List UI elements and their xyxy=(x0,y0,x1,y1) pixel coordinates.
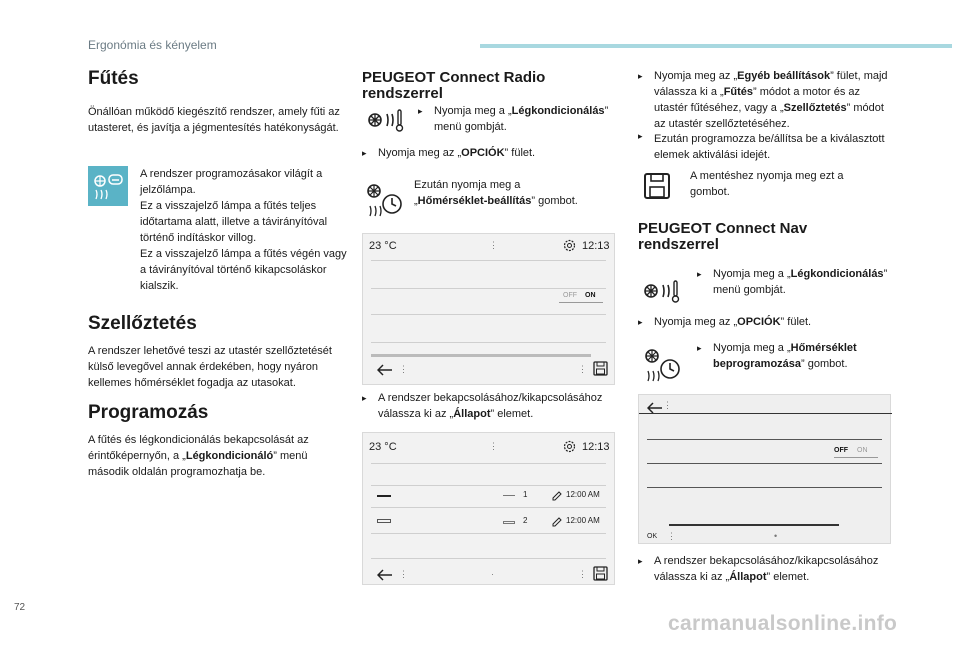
futes-note-line-1: A rendszer programozásakor világít a jelzőlámpa. xyxy=(140,168,323,196)
save-icon[interactable] xyxy=(593,566,608,586)
nav-screen-programming: ⋮ OFF ON OK ⋮ • xyxy=(638,394,891,544)
futes-note xyxy=(140,166,350,294)
settings-gear-icon[interactable] xyxy=(563,239,576,257)
save-icon xyxy=(643,172,671,200)
settings-gear-icon[interactable] xyxy=(563,440,576,458)
programozas-paragraph: A fűtés és légkondicionálás bekapcsolását az érintőképernyőn, a „Légkondicionáló” menü második oldalán programozhatja be. xyxy=(88,434,309,478)
save-icon[interactable] xyxy=(593,361,608,381)
state-on[interactable]: ON xyxy=(857,447,868,454)
state-off[interactable]: OFF xyxy=(834,447,848,454)
radio-screen-programming: 23 °C ⋮ 12:13 1 12:00 AM 2 12:00 AM ⋮ · ⋮ xyxy=(362,432,615,585)
radio-step-3: Ezután nyomja meg a „Hőmérséklet-beállítás” gombot. xyxy=(414,179,578,207)
nav-step-1: ▸ Nyomja meg a „Légkondicionálás” menü gombját. xyxy=(697,268,888,296)
futes-paragraph: Önállóan működő kiegészítő rendszer, amely fűti az utasteret, és javítja a jégmentesítés hatékonyságát. xyxy=(88,106,340,134)
futes-title: Fűtés xyxy=(88,68,139,89)
futes-note-line-2: Ez a visszajelző lámpa a fűtés teljes időtartama alatt, illetve a távirányítóval történő indításkor villog. xyxy=(140,200,328,244)
screen-temperature: 23 °C xyxy=(369,240,397,252)
save-note: A mentéshez nyomja meg ezt a gombot. xyxy=(690,170,844,198)
nav-step-3: ▸ Nyomja meg a „Hőmérséklet beprogramozása” gombot. xyxy=(697,342,857,370)
programozas-title: Programozás xyxy=(88,402,209,423)
edit-pencil-icon[interactable] xyxy=(551,489,562,507)
radio-screen-temperature: 23 °C ⋮ 12:13 OFF ON ⋮ ⋮ xyxy=(362,233,615,385)
back-arrow-icon[interactable] xyxy=(647,401,663,419)
nav-section-title: PEUGEOT Connect Nav rendszerrel xyxy=(638,220,808,253)
program-2-time[interactable]: 12:00 AM xyxy=(566,516,600,525)
szellozetes-title: Szellőztetés xyxy=(88,313,197,334)
radio-step-6: Ezután programozza be/állítsa be a kiválasztott elemek aktiválási idejét. xyxy=(654,133,885,161)
radio-step-1: ▸ Nyomja meg a „Légkondicionálás” menü gombját. xyxy=(418,105,609,133)
screen-dots: ⋮ xyxy=(489,240,498,250)
header-accent-bar xyxy=(480,44,952,48)
state-on[interactable]: ON xyxy=(585,292,596,299)
radio-step-2: ▸ Nyomja meg az „OPCIÓK” fület. xyxy=(362,147,536,159)
nav-step-2: ▸ Nyomja meg az „OPCIÓK” fület. xyxy=(638,316,812,328)
szellozetes-paragraph: A rendszer lehetővé teszi az utastér szellőztetését külső levegővel annak érdekében, hogy nyáron kellemes hőmérséklet fogadja az utasokat. xyxy=(88,345,332,389)
program-2-inactive-bar xyxy=(377,519,391,523)
radio-step-5: ▸ Nyomja meg az „Egyéb beállítások” fület, majd válassza ki a „Fűtés” módot a motor és az utastér fűtéséhez, vagy a „Szellőztetés” módot az utastér szellőztetéséhez. xyxy=(638,70,888,130)
heating-warning-lamp-icon xyxy=(88,166,128,206)
temperature-setting-icon xyxy=(364,180,404,220)
screen-temperature: 23 °C xyxy=(369,441,397,453)
back-arrow-icon[interactable] xyxy=(377,568,393,586)
program-2-number: 2 xyxy=(523,516,528,525)
state-off[interactable]: OFF xyxy=(563,292,577,299)
program-1-number: 1 xyxy=(523,490,528,499)
air-conditioning-menu-icon xyxy=(642,277,682,307)
program-1-time[interactable]: 12:00 AM xyxy=(566,490,600,499)
radio-section-title: PEUGEOT Connect Radio rendszerrel xyxy=(362,69,546,102)
screen-time: 12:13 xyxy=(582,240,610,252)
watermark: carmanualsonline.info xyxy=(668,612,898,635)
page-number: 72 xyxy=(14,602,26,613)
temperature-programming-icon xyxy=(642,345,682,385)
program-1-active-bar xyxy=(377,495,391,497)
air-conditioning-menu-icon xyxy=(366,106,406,136)
back-arrow-icon[interactable] xyxy=(377,363,393,381)
section-header: Ergonómia és kényelem xyxy=(88,38,217,52)
futes-note-line-3: Ez a visszajelző lámpa a fűtés végén vagy a távirányítóval történő kikapcsoláskor kialszik. xyxy=(140,248,347,292)
radio-step-4: ▸ A rendszer bekapcsolásához/kikapcsolásához válassza ki az „Állapot” elemet. xyxy=(362,392,603,420)
edit-pencil-icon[interactable] xyxy=(551,515,562,533)
ok-button[interactable]: OK xyxy=(647,533,658,540)
nav-step-4: ▸ A rendszer bekapcsolásához/kikapcsolásához válassza ki az „Állapot” elemet. xyxy=(638,555,879,583)
screen-time: 12:13 xyxy=(582,441,610,453)
